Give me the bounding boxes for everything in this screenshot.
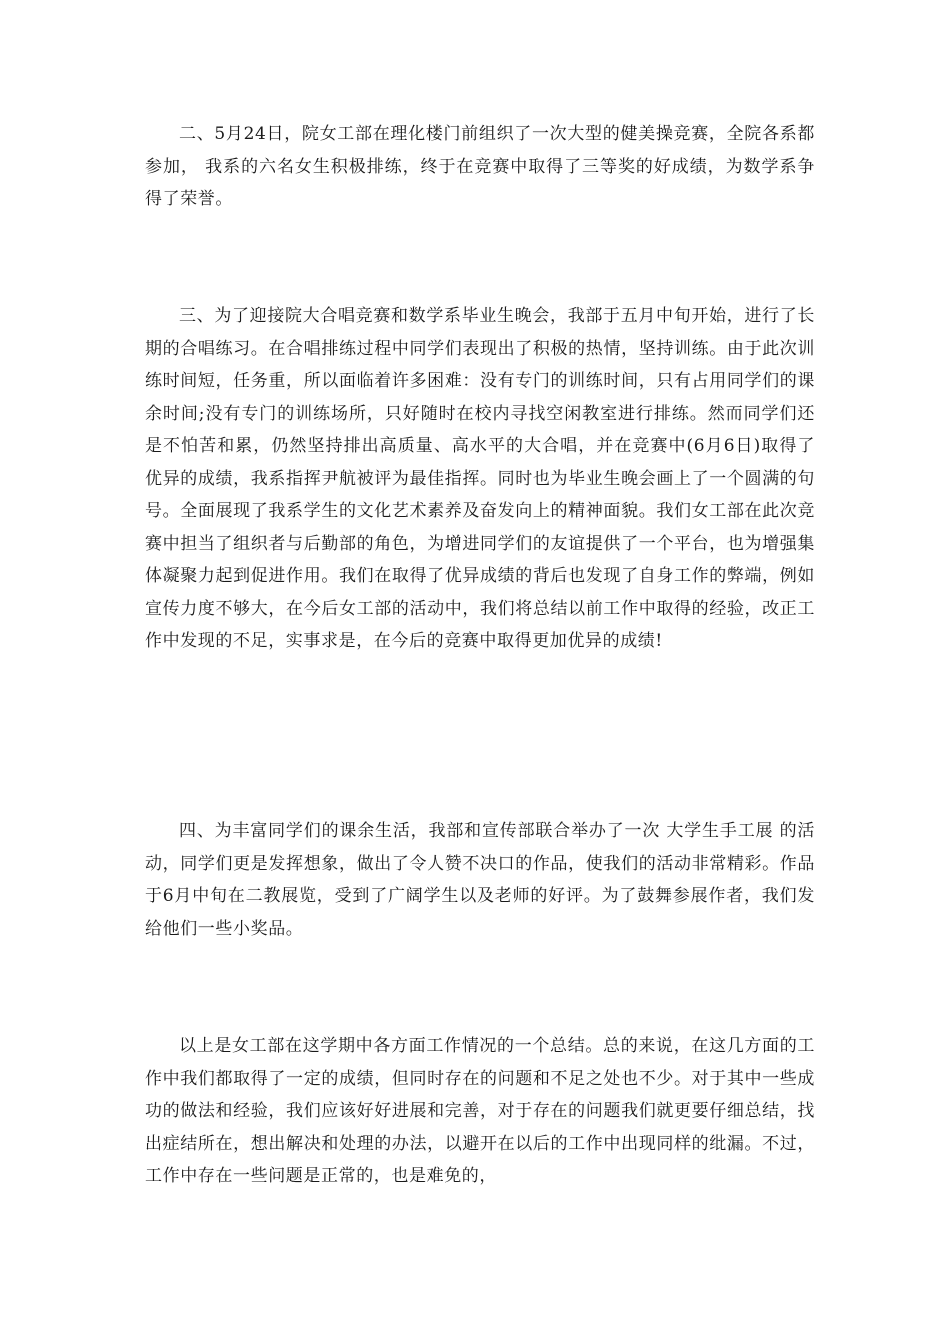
- paragraph-item-3: 三、为了迎接院大合唱竞赛和数学系毕业生晚会，我部于五月中旬开始，进行了长期的合唱练习。在合唱排练过程中同学们表现出了积极的热情，坚持训练。由于此次训练时间短，任务重，所以面临着许多困难：没有专门的训练时间，只有占用同学们的课余时间;没有专门的训练场所，只好随时在校内寻找空闲教室进行排练。然而同学们还是不怕苦和累，仍然坚持排出高质量、高水平的大合唱，并在竞赛中(6月6日)取得了优异的成绩，我系指挥尹航被评为最佳指挥。同时也为毕业生晚会画上了一个圆满的句号。全面展现了我系学生的文化艺术素养及奋发向上的精神面貌。我们女工部在此次竞赛中担当了组织者与后勤部的角色，为增进同学们的友谊提供了一个平台，也为增强集体凝聚力起到促进作用。我们在取得了优异成绩的背后也发现了自身工作的弊端，例如宣传力度不够大，在今后女工部的活动中，我们将总结以前工作中取得的经验，改正工作中发现的不足，实事求是，在今后的竞赛中取得更加优异的成绩!: [145, 306, 815, 651]
- paragraph-item-4: 四、为丰富同学们的课余生活，我部和宣传部联合举办了一次 大学生手工展 的活动，同学们更是发挥想象，做出了令人赞不决口的作品，使我们的活动非常精彩。作品于6月中旬在二教展览，受到了广阔学生以及老师的好评。为了鼓舞参展作者，我们发给他们一些小奖品。: [145, 821, 815, 939]
- paragraph-item-2: 二、5月24日，院女工部在理化楼门前组织了一次大型的健美操竞赛，全院各系都参加， 我系的六名女生积极排练，终于在竞赛中取得了三等奖的好成绩，为数学系争得了荣誉。: [145, 124, 815, 209]
- paragraph-summary: 以上是女工部在这学期中各方面工作情况的一个总结。总的来说，在这几方面的工作中我们都取得了一定的成绩，但同时存在的问题和不足之处也不少。对于其中一些成功的做法和经验，我们应该好好进展和完善，对于存在的问题我们就更要仔细总结，找出症结所在，想出解决和处理的办法，以避开在以后的工作中出现同样的纰漏。不过，工作中存在一些问题是正常的，也是难免的，: [145, 1036, 815, 1186]
